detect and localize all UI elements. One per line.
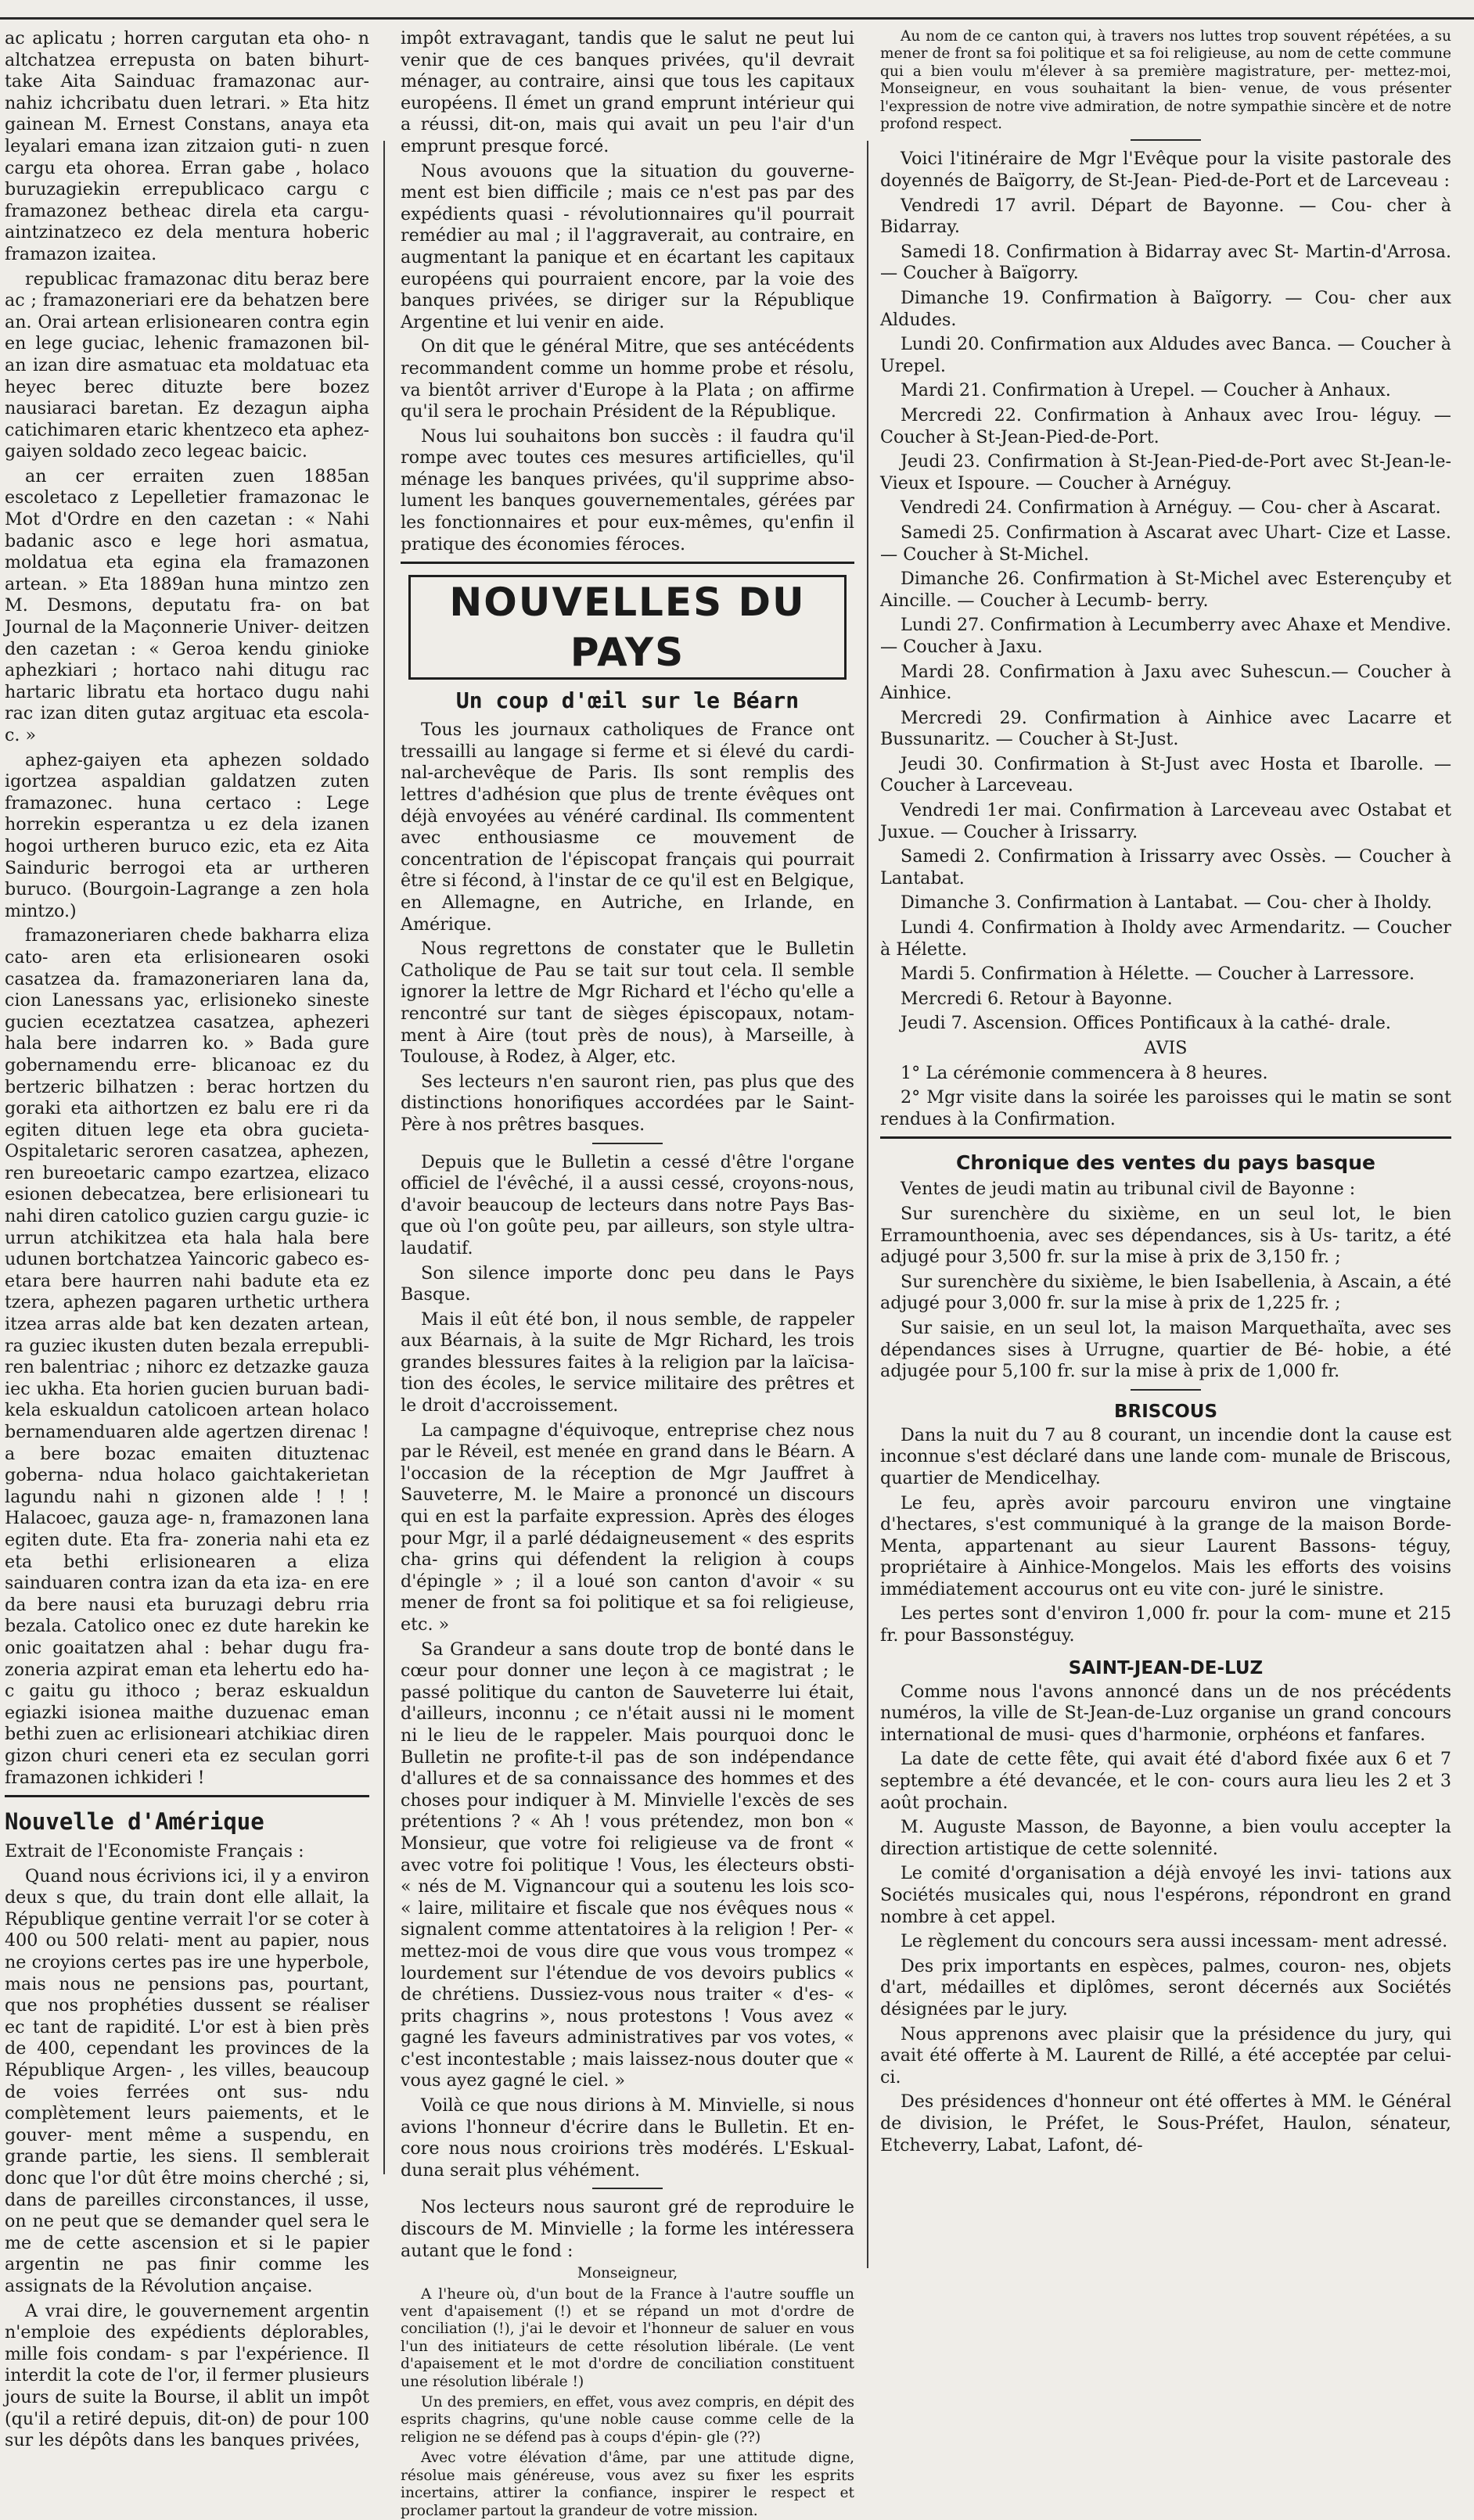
basque-article [5, 28, 369, 1789]
itinerary-item: Jeudi 30. Confirmation à St-Just avec Hosta et Ibarolle. — Coucher à Larceveau. [880, 753, 1451, 796]
itinerary-item: Lundi 27. Confirmation à Lecumberry avec Ahaxe et Mendive. — Coucher à Jaxu. [880, 615, 1451, 657]
top-rule [0, 17, 1474, 20]
itinerary-item: Vendredi 24. Confirmation à Arnéguy. — Cou- cher à Ascarat. [901, 497, 1441, 519]
itinerary-item: Vendredi 1er mai. Confirmation à Larceveau avec Ostabat et Juxue. — Coucher à Irissarry. [880, 800, 1451, 842]
itinerary-item: Mardi 28. Confirmation à Jaxu avec Suhescun.— Coucher à Ainhice. [880, 661, 1451, 704]
itinerary-item: Samedi 25. Confirmation à Ascarat avec Uhart- Cize et Lasse. — Coucher à St-Michel. [880, 522, 1451, 565]
article-paragraph: Dans la nuit du 7 au 8 courant, un incendie dont la cause est inconnue s'est déclaré dans une lande com- munale de Briscous, quartier de Mendicelhay. [880, 1424, 1451, 1488]
speech-paragraph: Un des premiers, en effet, vous avez compris, en dépit des esprits chagrins, qu'une noble cause comme celle de la religion ne se défend pas à coups d'épin- gle (??) [401, 2394, 854, 2446]
article-paragraph: ac aplicatu ; horren cargutan eta oho- n altchatzea errepusta on baten bihurt- take Aita Sainduac framazonac aur- nahiz ichcribatu duen letrari. » Eta hitz gainean M. Ernest Constans, anaya eta leyalari emana izan zitzaion guti- n zuen cargu eta ohorea. Erran gabe , holaco buruzagiekin errepublicaco cargu c framazonez betheac direla eta cargu- aintzinatzeco ez dela mentura hoberic framazon izaitea. [5, 28, 369, 264]
extract-line: Extrait de l'Economiste Français : [5, 1841, 304, 1862]
speech-paragraph: Avec votre élévation d'âme, par une attitude digne, résolue mais généreuse, vous avez su fixer les esprits incertains, attirer la confiance, inspirer le respect et proclamer partout la grandeur de votre mission. [401, 2450, 854, 2519]
section-rule [880, 1136, 1451, 1139]
short-rule [1131, 139, 1201, 141]
avis-item: 2° Mgr visite dans la soirée les paroisses qui le matin se sont rendues à la Confirmation. [880, 1087, 1451, 1129]
itinerary-item: Mardi 21. Confirmation à Urepel. — Coucher à Anhaux. [901, 380, 1391, 401]
article-paragraph: impôt extravagant, tandis que le salut ne peut lui venir que de ces banques privées, qu'il devrait ménager, au contraire, ainsi que tous les capitaux européens. Il émet un grand emprunt intérieur qui a réussi, dit-on, mais qui avait un peu l'air d'un emprunt presque forcé. [401, 28, 854, 156]
article-paragraph: La campagne d'équivoque, entreprise chez nous par le Réveil, est menée en grand dans le Béarn. A l'occasion de la réception de Mgr Jauffret à Sauveterre, M. le Maire a prononcé un discours qui en est la parfaite expression. Après des éloges pour Mgr, il a parlé dédaigneusement « des esprits cha- grins qui défendent la religion à coups d'épingle » ; il a loué son canton d'avoir « su mener de front sa foi politique et sa foi religieuse, etc. » [401, 1420, 854, 1635]
column-left [5, 28, 369, 2451]
section-rule [5, 1795, 369, 1797]
section-heading: NOUVELLES DU PAYS [408, 575, 847, 680]
article-paragraph: Sur saisie, en un seul lot, la maison Marquethaïta, avec ses dépendances sises à Urrugne, quartier de Bé- hobie, a été adjugée pour 5,100 fr. sur la mise à prix de 1,000 fr. [880, 1317, 1451, 1382]
article-paragraph: La date de cette fête, qui avait été d'abord fixée aux 6 et 7 septembre a été devancée, et le con- cours aura lieu les 2 et 3 août prochain. [880, 1749, 1451, 1813]
itinerary-item: Jeudi 7. Ascension. Offices Pontificaux à la cathé- drale. [901, 1013, 1391, 1034]
article-paragraph: Ventes de jeudi matin au tribunal civil de Bayonne : [901, 1179, 1356, 1200]
short-rule [1131, 1389, 1201, 1391]
itinerary-item: Dimanche 3. Confirmation à Lantabat. — Cou- cher à Iholdy. [901, 892, 1433, 914]
article-paragraph: On dit que le général Mitre, que ses antécédents recommandent comme un homme probe et résolu, va bientôt arriver d'Europe à la Plata ; on affirme qu'il sera le prochain Président de la République. [401, 336, 854, 422]
article-paragraph: Tous les journaux catholiques de France ont tressailli au langage si ferme et si élevé du cardi- nal-archevêque de Paris. Ils sont remplis des lettres d'adhésion que plus de trente évêques ont déjà envoyées au vénéré cardinal. Ils commentent avec enthousiasme ce mouvement de concentration de l'épiscopat français qui pourrait être si fécond, à l'instar de ce qu'il est en Belgique, en Allemagne, en Autriche, en Irlande, en Amérique. [401, 720, 854, 935]
speech-salutation: Monseigneur, [577, 2265, 678, 2282]
article-paragraph: Sur surenchère du sixième, en un seul lot, le bien Erramounthoenia, avec ses dépendances, sis à Us- taritz, a été adjugé pour 3,500 fr. sur la mise à prix de 3,150 fr. ; [880, 1203, 1451, 1268]
article-paragraph: Des présidences d'honneur ont été offertes à MM. le Général de division, le Préfet, le Sous-Préfet, Haulon, sénateur, Etcheverry, Labat, Lafont, dé- [880, 2091, 1451, 2156]
article-paragraph: Le règlement du concours sera aussi incessam- ment adressé. [901, 1931, 1448, 1952]
short-rule [592, 1143, 663, 1144]
article-paragraph: Nous apprenons avec plaisir que la présidence du jury, qui avait été offerte à M. Laurent de Rillé, a été acceptée par celui-ci. [880, 2023, 1451, 2087]
article-paragraph: Nos lecteurs nous sauront gré de reproduire le discours de M. Minvielle ; la forme les intéressera autant que le fond : [401, 2197, 854, 2261]
article-paragraph: Depuis que le Bulletin a cessé d'être l'organe officiel de l'évêché, il a aussi cessé, croyons-nous, d'avoir beaucoup de lecteurs dans notre Pays Bas- que où l'on goûte peu, par ailleurs, son style ultra- laudatif. [401, 1151, 854, 1258]
article-paragraph: Le comité d'organisation a déjà envoyé les invi- tations aux Sociétés musicales qui, nous l'espérons, répondront en grand nombre à cet appel. [880, 1863, 1451, 1927]
avis-item: 1° La cérémonie commencera à 8 heures. [901, 1062, 1268, 1083]
column-divider [383, 141, 385, 2174]
itinerary-item: Dimanche 26. Confirmation à St-Michel avec Esterençuby et Aincille. — Coucher à Lecumb- berry. [880, 569, 1451, 611]
itinerary-item: Dimanche 19. Confirmation à Baïgorry. — Cou- cher aux Aldudes. [880, 288, 1451, 330]
article-paragraph: Les pertes sont d'environ 1,000 fr. pour la com- mune et 215 fr. pour Bassonstéguy. [880, 1603, 1451, 1646]
article-paragraph: Des prix importants en espèces, palmes, couron- nes, objets d'art, médailles et diplômes, seront décernés aux Sociétés désignées par le jury. [880, 1955, 1451, 2019]
article-paragraph: an cer erraiten zuen 1885an escoletaco z Lepelletier framazonac le Mot d'Ordre en den cazetan : « Nahi badanic asco e lege hori asmatua, moldatua eta egina ela framazonen artean. » Eta 1889an huna mintzo zen M. Desmons, deputatu fra- on bat Journal de la Maçonnerie Univer- deitzen den cazetan : « Geroa kendu ginioke aphezkiari ; hortaco nahi ditugu rac hartaric libratu eta hortaco dugu nahi rac izan diten gutaz argituac eta escola- c. » [5, 465, 369, 745]
itinerary-item: Mercredi 22. Confirmation à Anhaux avec Irou- léguy. — Coucher à St-Jean-Pied-de-Port. [880, 404, 1451, 447]
article-paragraph: Nous regrettons de constater que le Bulletin Catholique de Pau se tait sur tout cela. Il semble ignorer la lettre de Mgr Richard et l'écho qu'elle a rencontré sur tant de sièges épiscopaux, notam- ment à Aire (tout près de nous), à Marseille, à Toulouse, à Rodez, à Alger, etc. [401, 939, 854, 1068]
article-paragraph: Nous avouons que la situation du gouverne- ment est bien difficile ; mais ce n'est pas par des expédients quasi - révolutionnaires qu'il pourrait remédier au mal ; il l'aggraverait, au contraire, en augmentant la panique et en écartant les capitaux européens qui pourraient encore, par la voie des banques privées, se diriger sur la République Argentine et lui venir en aide. [401, 160, 854, 332]
itinerary-item: Lundi 4. Confirmation à Iholdy avec Armendaritz. — Coucher à Hélette. [880, 917, 1451, 960]
column-middle [401, 28, 854, 2519]
article-paragraph: Ses lecteurs n'en sauront rien, pas plus que des distinctions honorifiques accordées par le Saint- Père à nos prêtres basques. [401, 1071, 854, 1135]
article-paragraph: framazoneriaren chede bakharra eliza cato- aren eta erlisionearen osoki casatzea da. framazoneriaren lana da, cion Lanessans yac, erlisioneko sineste gucien eceztatzea casatzea, aphezeri hala bere indarren ko. » Bada gure gobernamendu erre- blicanoac ez du bertzeric bilhatzen : berac hortzen du goraki eta aithortzen ez balu ere ri da egiten dituen lege eta obra gucieta- Ospitaletaric seroren casatzea, aphezen, ren bureoetaric campo ezartzea, elizaco esionen debecatzea, bere erlisioneari tu nahi diren catolico guzien cargu guzie- ic urrun atchikitzea eta hala hala bere udunen bortchatzea Yaincoric gabeco es- etara bere haurren nahi badute eta ez tzera, aphezen pagaren urthetic urthera itzea arras alde bat ken dezaten artean, ra guziec ikusten duten bezala errepubli- ren balentriac ; nihorc ez detzazke gauza iec ukha. Eta horien gucien buruan badi- kela eskualdun catolicoen artean holaco bernamenduaren alde agertzen direnac ! a bere bozac emaiten dituztenac goberna- ndua holaco gaichtakerietan lagundu nahi n gizonen alde ! ! ! Halacoec, gauza age- n, framazonen lana egiten dute. Eta fra- zoneria nahi eta ez eta bethi erlisionearen a eliza sainduaren contra izan da eta iza- en ere da bere nausi eta buruzagi debru rria bezala. Catolico onec ez dute harekin ke onic goaitatzen ahal : behar dugu fra- zoneria azpirat eman eta lehertu edo ha- c gaitu gu ithoco ; beraz eskualdun egiazki isionea maithe duzuenac eman bethi zuen ac erlisioneari atchikiac diren gizon churi ceneri eta ez seculan gorri framazonen ichkideri ! [5, 925, 369, 1788]
short-rule [592, 2188, 663, 2189]
article-paragraph: Nous lui souhaitons bon succès : il faudra qu'il rompe avec toutes ces mesures artificielles, qu'il ménage les banques privées, qu'il supprime abso- lument les banques gouvernementales, gérées par les fonctionnaires et pour eux-mêmes, qu'enfin il pratique des économies féroces. [401, 425, 854, 555]
article-paragraph: A vrai dire, le gouvernement argentin n'emploie des expédients déplorables, mille fois condam- s par l'expérience. Il interdit la cote de l'or, il fermer plusieurs jours de suite la Bourse, il ablit un impôt (qu'il a retiré depuis, dit-on) de pour 100 sur les dépôts dans les banques privées, [5, 2300, 369, 2451]
heading-amerique: Nouvelle d'Amérique [5, 1808, 264, 1836]
itinerary-item: Mercredi 29. Confirmation à Ainhice avec Lacarre et Bussunaritz. — Coucher à St-Just. [880, 707, 1451, 750]
section-rule [401, 562, 854, 564]
article-paragraph: Quand nous écrivions ici, il y a environ deux s que, du train dont elle allait, la République gentine verrait l'or se coter à 400 ou 500 relati- ment au papier, nous ne croyions certes pas ire une hyperbole, mais nous ne pensions pas, pourtant, que nos prophéties dussent se réaliser ec tant de rapidité. L'or est à bien près de 400, cependant les provinces de la République Argen- , les villes, beaucoup de voies ferrées ont sus- ndu complètement leurs paiements, et le gouver- ment même a suspendu, en grande partie, les siens. Il semblerait donc que l'or dût être moins cherché ; si, dans de pareilles circonstances, il usse, on ne peut que se demander quel sera le me de cette ascension et si le papier argentin ne pas finir comme les assignats de la Révolution ançaise. [5, 1865, 369, 2296]
article-paragraph: Comme nous l'avons annoncé dans un de nos précédents numéros, la ville de St-Jean-de-Luz organise un grand concours international de musi- ques d'harmonie, orphéons et fanfares. [880, 1681, 1451, 1745]
itinerary-item: Mercredi 6. Retour à Bayonne. [901, 988, 1173, 1009]
article-paragraph: Sur surenchère du sixième, le bien Isabellenia, à Ascain, a été adjugé pour 3,000 fr. sur la mise à prix de 1,225 fr. ; [880, 1271, 1451, 1314]
article-paragraph: Le feu, après avoir parcouru environ une vingtaine d'hectares, s'est communiqué à la grange de la maison Borde-Menta, appartenant au sieur Laurent Bassons- téguy, propriétaire à Ainhice-Mongelos. Mais les efforts des voisins immédiatement accourus ont eu vite con- juré le sinistre. [880, 1492, 1451, 1599]
speech-paragraph: A l'heure où, d'un bout de la France à l'autre souffle un vent d'apaisement (!) et se répand un mot d'ordre de conciliation (!), j'ai le devoir et l'honneur de saluer en vous l'un des initiateurs de cette résolution libérale. (Le vent d'apaisement et le mot d'ordre de conciliation constituent une résolution libérale !) [401, 2285, 854, 2390]
itinerary-item: Lundi 20. Confirmation aux Aldudes avec Banca. — Coucher à Urepel. [880, 334, 1451, 376]
article-paragraph: Son silence importe donc peu dans le Pays Basque. [401, 1262, 854, 1305]
chronique-heading: Chronique des ventes du pays basque [956, 1151, 1375, 1175]
avis-title: AVIS [1144, 1038, 1188, 1058]
article-paragraph: aphez-gaiyen eta aphezen soldado igortzea aspaldian galdatzen zuten framazonec. huna certaco : Lege horrekin esperantza u ez dela izanen hogoi urtheren buruco ezic, eta ez Aita Sainduric berrogoi eta ar urtheren buruco. (Bourgoin-Lagrange a zen hola mintzo.) [5, 749, 369, 921]
article-paragraph: Mais il eût été bon, il nous semble, de rappeler aux Béarnais, à la suite de Mgr Richard, les trois grandes blessures faites à la religion par la laïcisa- tion des écoles, le service militaire des prêtres et le droit d'accroissement. [401, 1308, 854, 1416]
sub-heading: Un coup d'œil sur le Béarn [455, 687, 800, 714]
briscous-heading: BRISCOUS [1113, 1401, 1218, 1422]
itinerary-item: Samedi 2. Confirmation à Irissarry avec Ossès. — Coucher à Lantabat. [880, 846, 1451, 888]
article-paragraph: M. Auguste Masson, de Bayonne, a bien voulu accepter la direction artistique de cette solennité. [880, 1817, 1451, 1859]
itinerary-item: Samedi 18. Confirmation à Bidarray avec St- Martin-d'Arrosa. — Coucher à Baïgorry. [880, 241, 1451, 284]
column-right [880, 28, 1451, 2320]
itinerary-intro: Voici l'itinéraire de Mgr l'Evêque pour la visite pastorale des doyennés de Baïgorry, de St-Jean- Pied-de-Port et de Larceveau : [880, 149, 1451, 192]
sjdl-heading: SAINT-JEAN-DE-LUZ [1068, 1657, 1264, 1678]
itinerary-item: Jeudi 23. Confirmation à St-Jean-Pied-de-Port avec St-Jean-le-Vieux et Ispoure. — Coucher à Arnéguy. [880, 451, 1451, 494]
itinerary-item: Mardi 5. Confirmation à Hélette. — Coucher à Larressore. [901, 964, 1415, 985]
speech-paragraph: Au nom de ce canton qui, à travers nos luttes trop souvent répétées, a su mener de front sa foi politique et sa foi religieuse, au nom de cette commune qui a bien voulu m'élever à sa première magistrature, per- mettez-moi, Monseigneur, en vous souhaitant la bien- venue, de vous présenter l'expression de notre vive admiration, de notre sympathie sincère et de notre profond respect. [880, 28, 1451, 133]
itinerary-item: Vendredi 17 avril. Départ de Bayonne. — Cou- cher à Bidarray. [880, 195, 1451, 238]
article-paragraph: republicac framazonac ditu beraz bere ac ; framazoneriari ere da behatzen bere an. Orai artean erlisionearen contra egin en lege guciac, lehenic framazonen bil- an izan dire asmatuac eta moldatuac eta heyec berec dituzte bere bozez nausiaraci baretan. Ez dezagun aipha catichimaren etaric khentzeco eta aphez-gaiyen soldado zeco legeac baicic. [5, 268, 369, 462]
article-paragraph: Sa Grandeur a sans doute trop de bonté dans le cœur pour donner une leçon à ce magistrat ; le passé politique du canton de Sauveterre lui était, d'ailleurs, inconnu ; ce n'était aussi ni le moment ni le lieu de le rappeler. Mais pourquoi donc le Bulletin ne profite-t-il pas de son indépendance d'allures et de sa connaissance des hommes et des choses pour indiquer à M. Minvielle l'excès de ses prétentions ? « Ah ! vous prétendez, mon bon « Monsieur, que votre foi religieuse va de front « avec votre foi politique ! Vous, les électeurs obsti- « nés de M. Vignancour qui a soutenu les lois sco- « laire, militaire et fiscale que nos évêques nous « signalent comme attentatoires à la religion ! Per- « mettez-moi de vous dire que vous vous trompez « lourdement sur l'étendue de vos devoirs publics « de chrétiens. Dussiez-vous nous traiter « d'es- « prits chagrins », nous protestons ! Vous avez « gagné les faveurs administratives par vos votes, « c'est incontestable ; mais laissez-nous douter que « vous ayez gagné le ciel. » [401, 1639, 854, 2091]
article-paragraph: Voilà ce que nous dirions à M. Minvielle, si nous avions l'honneur d'écrire dans le Bulletin. Et en- core nous nous croirions très modérés. L'Eskual- duna serait plus véhément. [401, 2095, 854, 2181]
column-divider [867, 141, 868, 2268]
itinerary-list [880, 196, 1451, 1035]
